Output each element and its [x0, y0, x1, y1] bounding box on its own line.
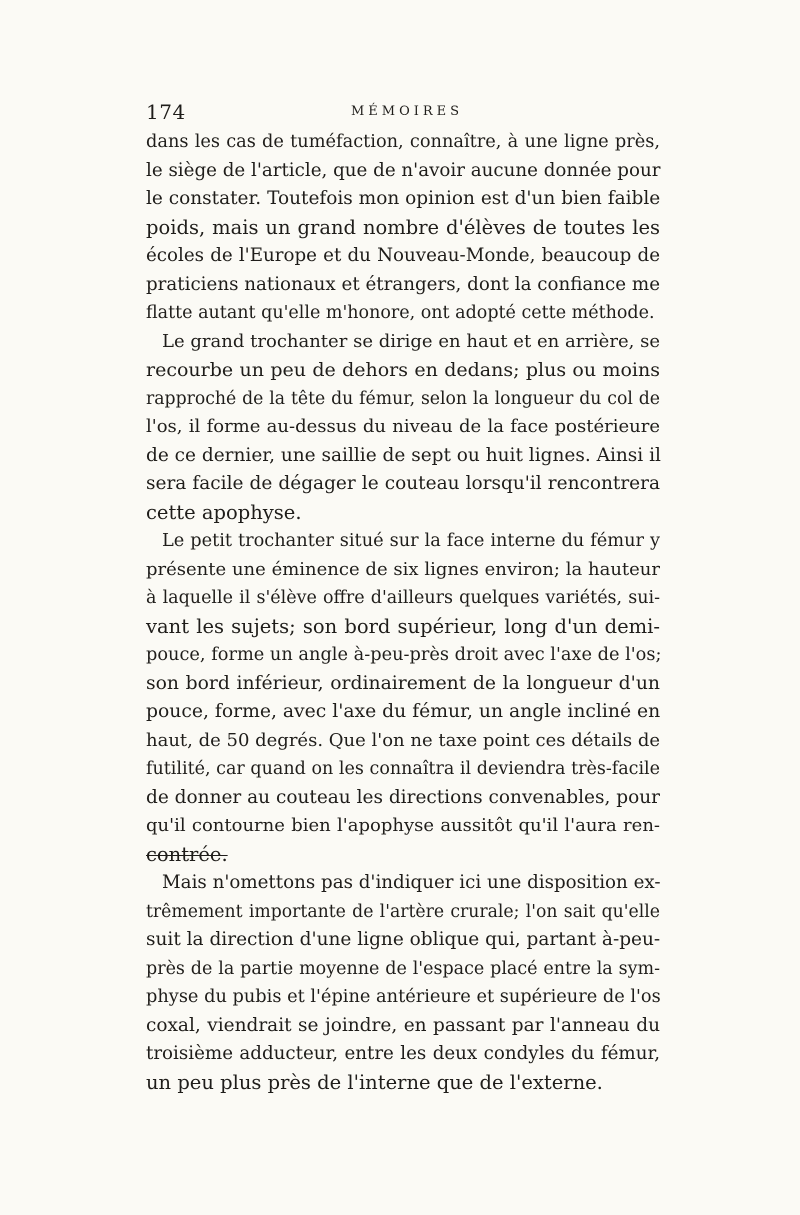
- text-line: le siège de l'article, que de n'avoir aucune donnée pour: [146, 159, 661, 181]
- text-line: dans les cas de tuméfaction, connaître, à une ligne près,: [146, 132, 660, 152]
- paragraph: [146, 128, 660, 328]
- page-header: [146, 98, 660, 126]
- text-line: de donner au couteau les directions convenables, pour: [146, 786, 660, 808]
- text-line: poids, mais un grand nombre d'élèves de toutes les: [146, 215, 660, 239]
- text-line: contrée.: [146, 842, 228, 866]
- text-line: troisième adducteur, entre les deux condyles du fémur,: [146, 1043, 660, 1064]
- text-line: physe du pubis et l'épine antérieure et supérieure de l'os: [146, 987, 661, 1007]
- text-line: un peu plus près de l'interne que de l'externe.: [146, 1070, 603, 1094]
- text-line: futilité, car quand on les connaîtra il deviendra très-facile: [146, 759, 660, 779]
- paragraph: [146, 527, 660, 869]
- text-line: l'os, il forme au-dessus du niveau de la face postérieure: [146, 416, 660, 437]
- text-line: flatte autant qu'elle m'honore, ont adopté cette méthode.: [146, 303, 655, 323]
- body-text: [146, 128, 660, 1097]
- text-line: de ce dernier, une saillie de sept ou huit lignes. Ainsi il: [146, 444, 661, 466]
- text-line: Le grand trochanter se dirige en haut et en arrière, se: [162, 330, 660, 352]
- text-line: Mais n'omettons pas d'indiquer ici une disposition ex-: [162, 872, 661, 893]
- text-line: praticiens nationaux et étrangers, dont la confiance me: [146, 273, 660, 295]
- text-line: pouce, forme, avec l'axe du fémur, un angle incliné en: [146, 701, 661, 722]
- text-line: recourbe un peu de dehors en dedans; plus ou moins: [146, 359, 660, 381]
- text-line: à laquelle il s'élève offre d'ailleurs quelques variétés, sui-: [146, 588, 660, 608]
- text-line: écoles de l'Europe et du Nouveau-Monde, beaucoup de: [146, 245, 660, 266]
- paragraph: [146, 328, 660, 528]
- text-line: sera facile de dégager le couteau lorsqu'il rencontrera: [146, 473, 660, 494]
- text-line: coxal, viendrait se joindre, en passant par l'anneau du: [146, 1014, 660, 1036]
- text-line: rapproché de la tête du fémur, selon la longueur du col de: [146, 388, 660, 409]
- text-line: cette apophyse.: [146, 500, 302, 524]
- text-line: pouce, forme un angle à-peu-près droit avec l'axe de l'os;: [146, 645, 662, 665]
- page-number: 174: [146, 100, 186, 124]
- text-line: suit la direction d'une ligne oblique qui, partant à-peu-: [146, 929, 661, 950]
- text-line: son bord inférieur, ordinairement de la longueur d'un: [146, 672, 660, 694]
- text-line: le constater. Toutefois mon opinion est d'un bien faible: [146, 188, 661, 209]
- paragraph: [146, 869, 660, 1097]
- text-line: haut, de 50 degrés. Que l'on ne taxe point ces détails de: [146, 729, 660, 751]
- text-line: Le petit trochanter situé sur la face interne du fémur y: [162, 531, 660, 551]
- text-line: trêmement importante de l'artère crurale; l'on sait qu'elle: [146, 901, 660, 922]
- text-line: qu'il contourne bien l'apophyse aussitôt qu'il l'aura ren-: [146, 815, 660, 836]
- text-line: présente une éminence de six lignes environ; la hauteur: [146, 558, 660, 580]
- text-line: près de la partie moyenne de l'espace placé entre la sym-: [146, 958, 660, 979]
- running-title: MÉMOIRES: [350, 104, 464, 119]
- text-line: vant les sujets; son bord supérieur, long d'un demi-: [146, 614, 660, 638]
